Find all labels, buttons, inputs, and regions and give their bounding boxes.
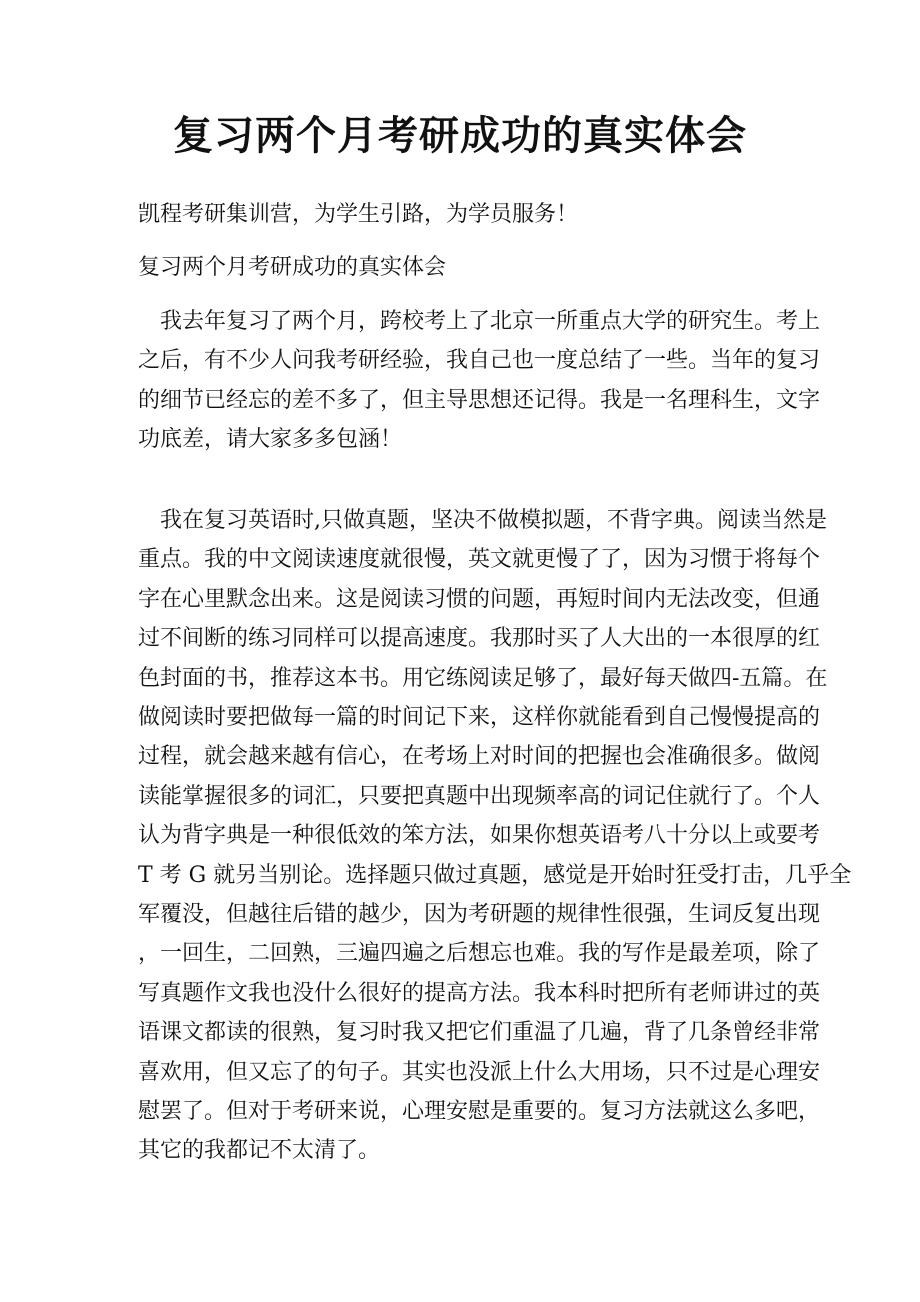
paragraph-line: 我在复习英语时,只做真题，坚决不做模拟题，不背字典。阅读当然是: [160, 508, 827, 533]
paragraph-line: 其它的我都记不太清了。: [138, 1138, 381, 1164]
paragraph-line: 重点。我的中文阅读速度就很慢，英文就更慢了了，因为习惯于将每个: [138, 547, 821, 573]
paragraph-line: 过不间断的练习同样可以提高速度。我那时买了人大出的一本很厚的红: [138, 626, 821, 652]
paragraph-line: 认为背字典是一种很低效的笨方法，如果你想英语考八十分以上或要考: [138, 823, 821, 849]
paragraph-line: ，一回生，二回熟，三遍四遍之后想忘也难。我的写作是最差项，除了: [138, 941, 821, 967]
paragraph-line: 过程，就会越来越有信心，在考场上对时间的把握也会准确很多。做阅: [138, 744, 821, 770]
paragraph-line: T 考 G 就另当别论。选择题只做过真题，感觉是开始时狂受打击，几乎全: [138, 862, 852, 888]
paragraph-line: 军覆没，但越往后错的越少，因为考研题的规律性很强，生词反复出现: [138, 902, 821, 927]
paragraph-line: 的细节已经忘的差不多了，但主导思想还记得。我是一名理科生，文字: [138, 387, 821, 413]
document-title: 复习两个月考研成功的真实体会: [173, 112, 747, 159]
paragraph-line: 之后，有不少人问我考研经验，我自己也一度总结了一些。当年的复习: [138, 348, 821, 374]
paragraph-line: 语课文都读的很熟，复习时我又把它们重温了几遍，背了几条曾经非常: [138, 1020, 821, 1046]
paragraph-line: 做阅读时要把做每一篇的时间记下来，这样你就能看到自己慢慢提高的: [138, 705, 821, 730]
paragraph-line: 功底差，请大家多多包涵！: [138, 427, 403, 453]
tagline: 凯程考研集训营，为学生引路，为学员服务！: [138, 202, 579, 227]
paragraph-line: 我去年复习了两个月，跨校考上了北京一所重点大学的研究生。考上: [160, 309, 821, 334]
paragraph-line: 色封面的书，推荐这本书。用它练阅读足够了，最好每天做四-五篇。在: [138, 665, 828, 691]
paragraph-line: 写真题作文我也没什么很好的提高方法。我本科时把所有老师讲过的英: [138, 980, 821, 1006]
paragraph-line: 字在心里默念出来。这是阅读习惯的问题，再短时间内无法改变，但通: [138, 586, 821, 612]
subtitle: 复习两个月考研成功的真实体会: [138, 255, 447, 280]
paragraph-line: 慰罢了。但对于考研来说，心理安慰是重要的。复习方法就这么多吧，: [138, 1099, 821, 1124]
paragraph-line: 喜欢用，但又忘了的句子。其实也没派上什么大用场，只不过是心理安: [138, 1059, 821, 1085]
paragraph-line: 读能掌握很多的词汇，只要把真题中出现频率高的词记住就行了。个人: [138, 783, 821, 809]
